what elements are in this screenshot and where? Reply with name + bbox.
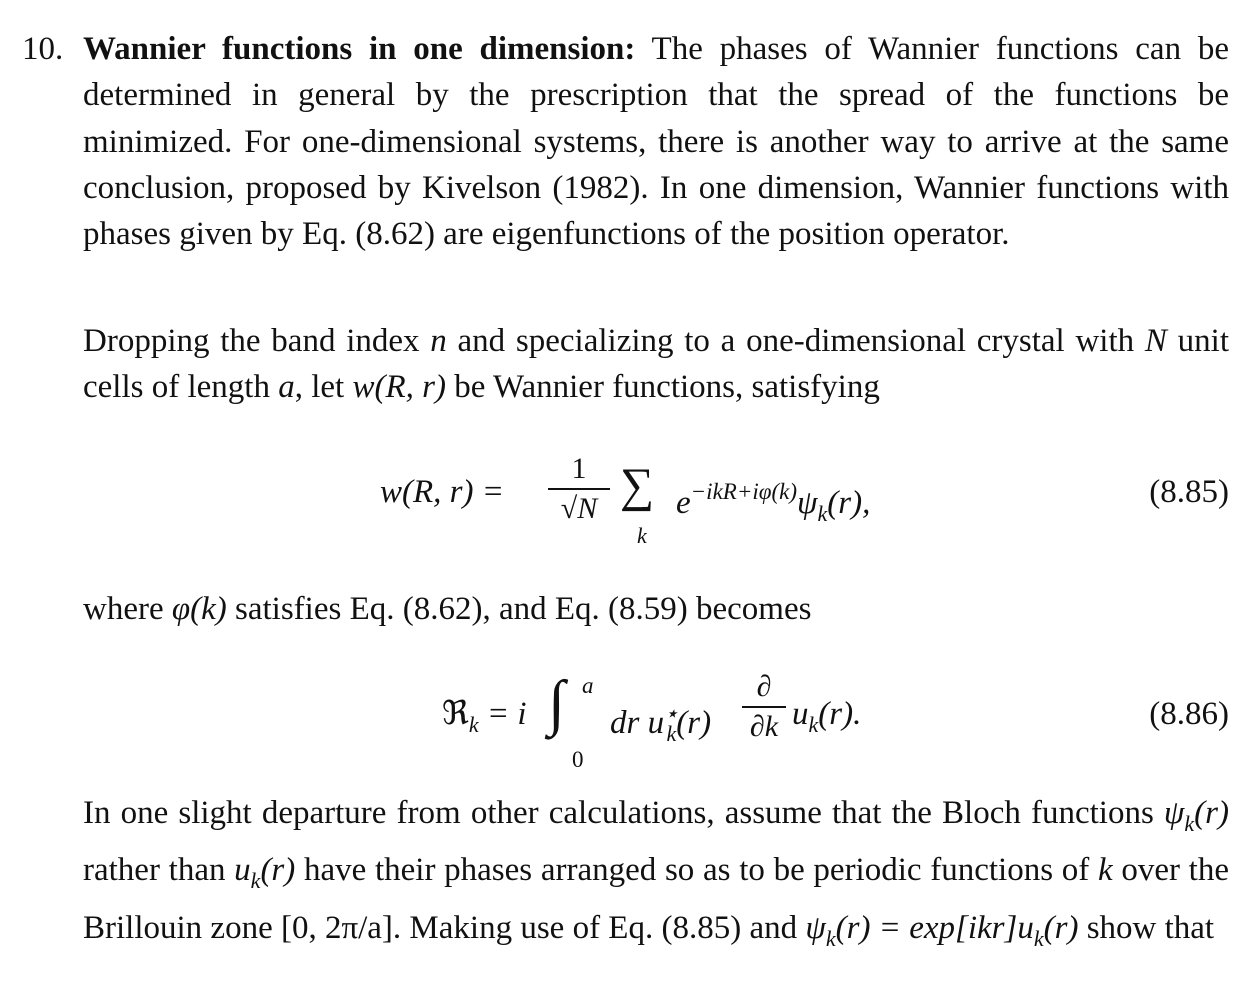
u-subscript: k (666, 721, 677, 746)
paragraph-departure (83, 790, 1229, 962)
exp-base: e (676, 485, 691, 521)
eq1-fraction (548, 452, 610, 526)
text-run: be Wannier functions, satisfying (445, 369, 880, 406)
partial-denominator: ∂k (749, 710, 779, 743)
text-run: have their phases arranged so as to be periodic functions of (295, 852, 1098, 889)
psi-subscript: k (817, 501, 828, 526)
text-run: Dropping the band index (83, 323, 431, 359)
text-run: satisfies Eq. (8.62), and Eq. (8.59) becomes (226, 591, 812, 627)
math-subscript: k (250, 868, 261, 894)
text-run: and specializing to a one-dimensional crystal with (446, 323, 1145, 359)
sum-symbol: ∑ (620, 459, 655, 512)
math-phi: φ(k) (171, 591, 227, 627)
equation-8-85 (380, 440, 980, 550)
math-n: n (430, 323, 447, 359)
problem-title: Wannier functions in one dimension: (83, 31, 636, 67)
eq1-numerator: 1 (571, 452, 587, 485)
exp-exponent: −ikR+iφ(k) (690, 479, 797, 504)
eq2-derivative (742, 670, 786, 744)
math-arg: (r) (1043, 909, 1079, 946)
text-run: unit cells of length (83, 323, 1229, 406)
paragraph-where (83, 586, 1229, 632)
math-u: u (234, 852, 251, 889)
paragraph-setup (83, 318, 1229, 411)
math-N: N (1144, 323, 1167, 359)
fraction-bar (742, 706, 786, 708)
psi-symbol: ψ (797, 485, 818, 521)
math-w: w(R, r) (352, 369, 446, 406)
eq1-lhs: w(R, r) = (380, 474, 505, 510)
sum-index: k (637, 523, 647, 548)
equation-number-8-85: (8.85) (1149, 474, 1229, 510)
integrand-arg: (r) (676, 705, 712, 741)
math-expression: (r) = exp[ikr]u (835, 909, 1034, 946)
script-R-subscript: k (468, 712, 479, 737)
script-R: ℜ (442, 696, 469, 732)
math-subscript: k (1184, 811, 1195, 836)
integral-symbol: ∫ (548, 669, 565, 737)
math-subscript: k (825, 925, 836, 951)
text-run: In one slight departure from other calculations, assume that the Bloch functions (83, 795, 1164, 831)
text-run: where (83, 591, 172, 627)
eq1-tail: (r), (827, 485, 871, 521)
fraction-bar (548, 488, 610, 490)
text-run: show that (1078, 909, 1215, 946)
integral-upper-limit: a (582, 673, 594, 698)
text-run: , let (294, 369, 353, 406)
eq2-tail (792, 694, 861, 745)
conjugate-star: ⋆ (664, 701, 679, 726)
integral-lower-limit: 0 (572, 747, 584, 772)
u-subscript: k (808, 712, 819, 737)
math-psi: ψ (1163, 795, 1185, 831)
equation-number-8-86: (8.86) (1149, 696, 1229, 732)
text-run: over the Brillouin zone [0, 2π/a]. Making use of Eq. (8.85) and (83, 852, 1229, 946)
math-psi: ψ (805, 909, 826, 946)
integrand-start: dr u (610, 705, 665, 741)
eq2-equals-i: = i (478, 696, 527, 732)
u-symbol: u (792, 696, 809, 732)
paragraph-intro (83, 26, 1229, 257)
eq1-denominator: √N (560, 492, 598, 525)
partial-numerator: ∂ (756, 670, 772, 703)
math-arg: (r) (1194, 795, 1229, 831)
math-subscript: k (1033, 925, 1044, 951)
math-arg: (r) (260, 852, 296, 889)
equation-8-86 (442, 662, 942, 772)
paragraph-intro-text: The phases of Wannier functions can be determined in general by the prescription that the spread of the functions be minimized. For one-dimensional systems, there is another way to arrive at the same conclusion, proposed by Kivelson (1982). In one dimension, Wannier functions with phases given by Eq. (8.62) are eigenfunctions of the position operator. (83, 31, 1229, 253)
u-arg: (r). (818, 696, 862, 732)
problem-number: 10. (22, 31, 64, 67)
eq2-lhs (442, 694, 527, 745)
text-run: rather than (83, 852, 235, 889)
eq1-rhs (676, 472, 870, 534)
math-a: a (278, 369, 295, 406)
math-k: k (1097, 852, 1113, 889)
eq2-integrand (610, 694, 711, 754)
